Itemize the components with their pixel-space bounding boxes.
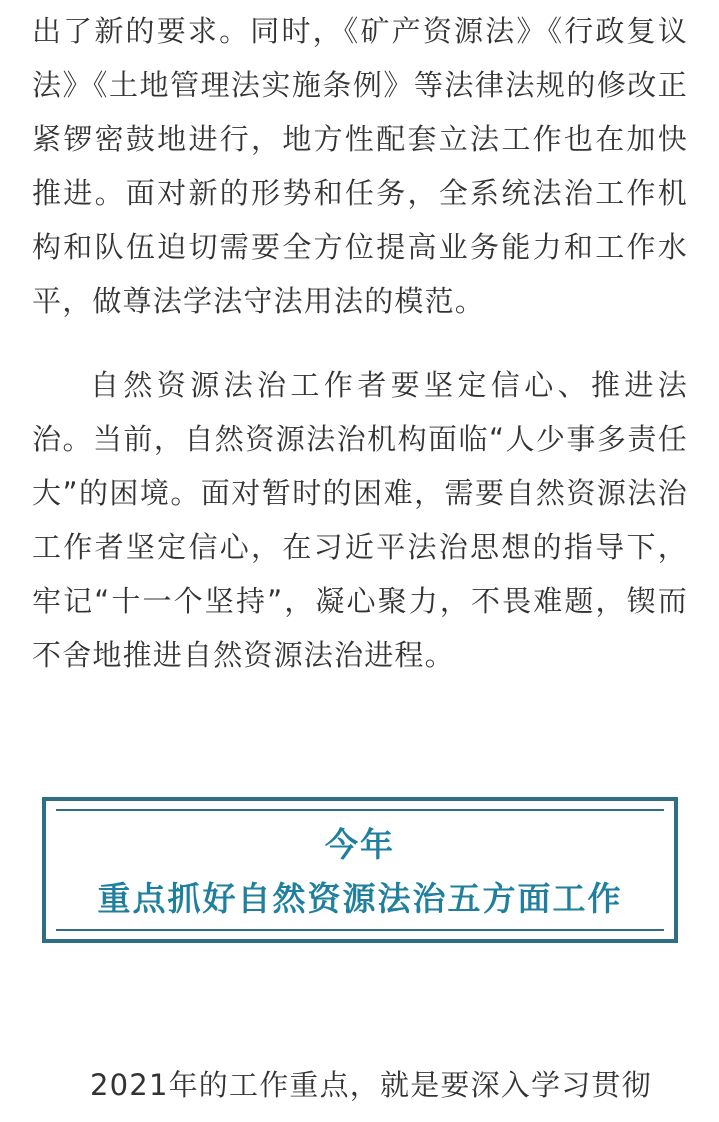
section-heading-frame: [56, 809, 664, 931]
article-paragraph: 自然资源法治工作者要坚定信心、推进法治。当前，自然资源法治机构面临“人少事多责任大”的困境。面对暂时的困难，需要自然资源法治工作者坚定信心，在习近平法治思想的指导下，牢记“十一个坚持”，凝心聚力，不畏难题，锲而不舍地推进自然资源法治进程。: [32, 368, 688, 672]
article-paragraph: 2021年的工作重点，就是要深入学习贯彻: [90, 1068, 652, 1102]
article-paragraph: 出了新的要求。同时，《矿产资源法》《行政复议法》《土地管理法实施条例》等法律法规的修改正紧锣密鼓地进行，地方性配套立法工作也在加快推进。面对新的形势和任务，全系统法治工作机构和队伍迫切需要全方位提高业务能力和工作水平，做尊法学法守法用法的模范。: [32, 14, 688, 318]
section-heading-box: [42, 797, 678, 943]
section-heading-line-2: 重点抓好自然资源法治五方面工作: [97, 879, 623, 918]
section-heading-line-1: 今年: [325, 825, 395, 864]
